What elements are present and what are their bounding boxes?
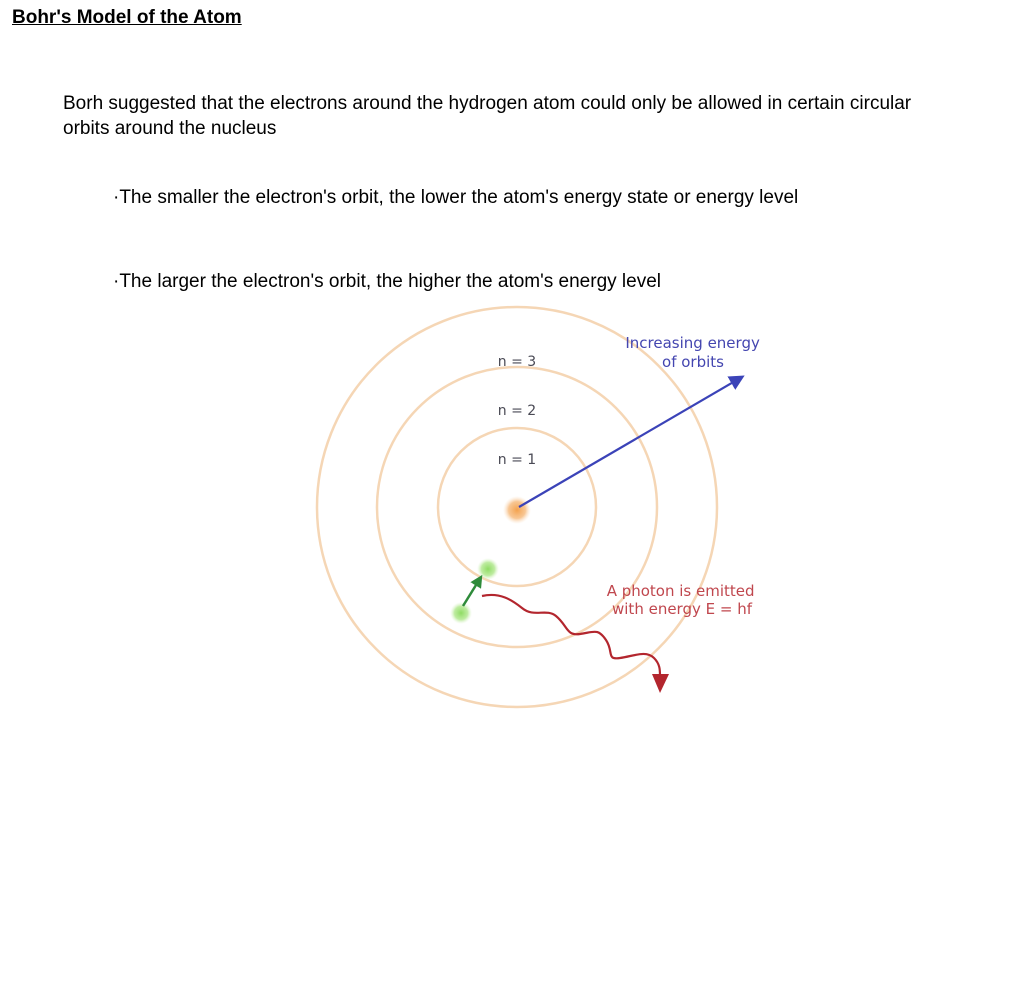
intro-paragraph: Borh suggested that the electrons around the hydrogen atom could only be allowed in certain circular orbits around the nucleus: [63, 93, 912, 139]
energy-label-line-2: of orbits: [662, 353, 724, 371]
photon-label-line-1: A photon is emitted: [606, 582, 755, 600]
energy-arrow: [519, 377, 742, 507]
orbit-label-n3: n = 3: [497, 354, 537, 370]
energy-label-line-1: Increasing energy: [625, 334, 760, 352]
energy-label: [625, 334, 764, 371]
photon-arrowhead: [652, 674, 669, 693]
electron-outer: [450, 602, 472, 624]
photon-label: [607, 582, 760, 618]
orbit-label-n2: n = 2: [497, 403, 537, 419]
nucleus: [503, 496, 531, 524]
bullet-larger-orbit: ·The larger the electron's orbit, the higher the atom's energy level: [113, 271, 661, 292]
photon-label-line-2: with energy E = hf: [612, 600, 752, 618]
page-title: Bohr's Model of the Atom: [12, 7, 242, 28]
bullet-smaller-orbit: ·The smaller the electron's orbit, the lower the atom's energy state or energy level: [113, 187, 799, 208]
orbit-label-n1: n = 1: [497, 452, 537, 468]
transition-arrow: [463, 577, 481, 606]
